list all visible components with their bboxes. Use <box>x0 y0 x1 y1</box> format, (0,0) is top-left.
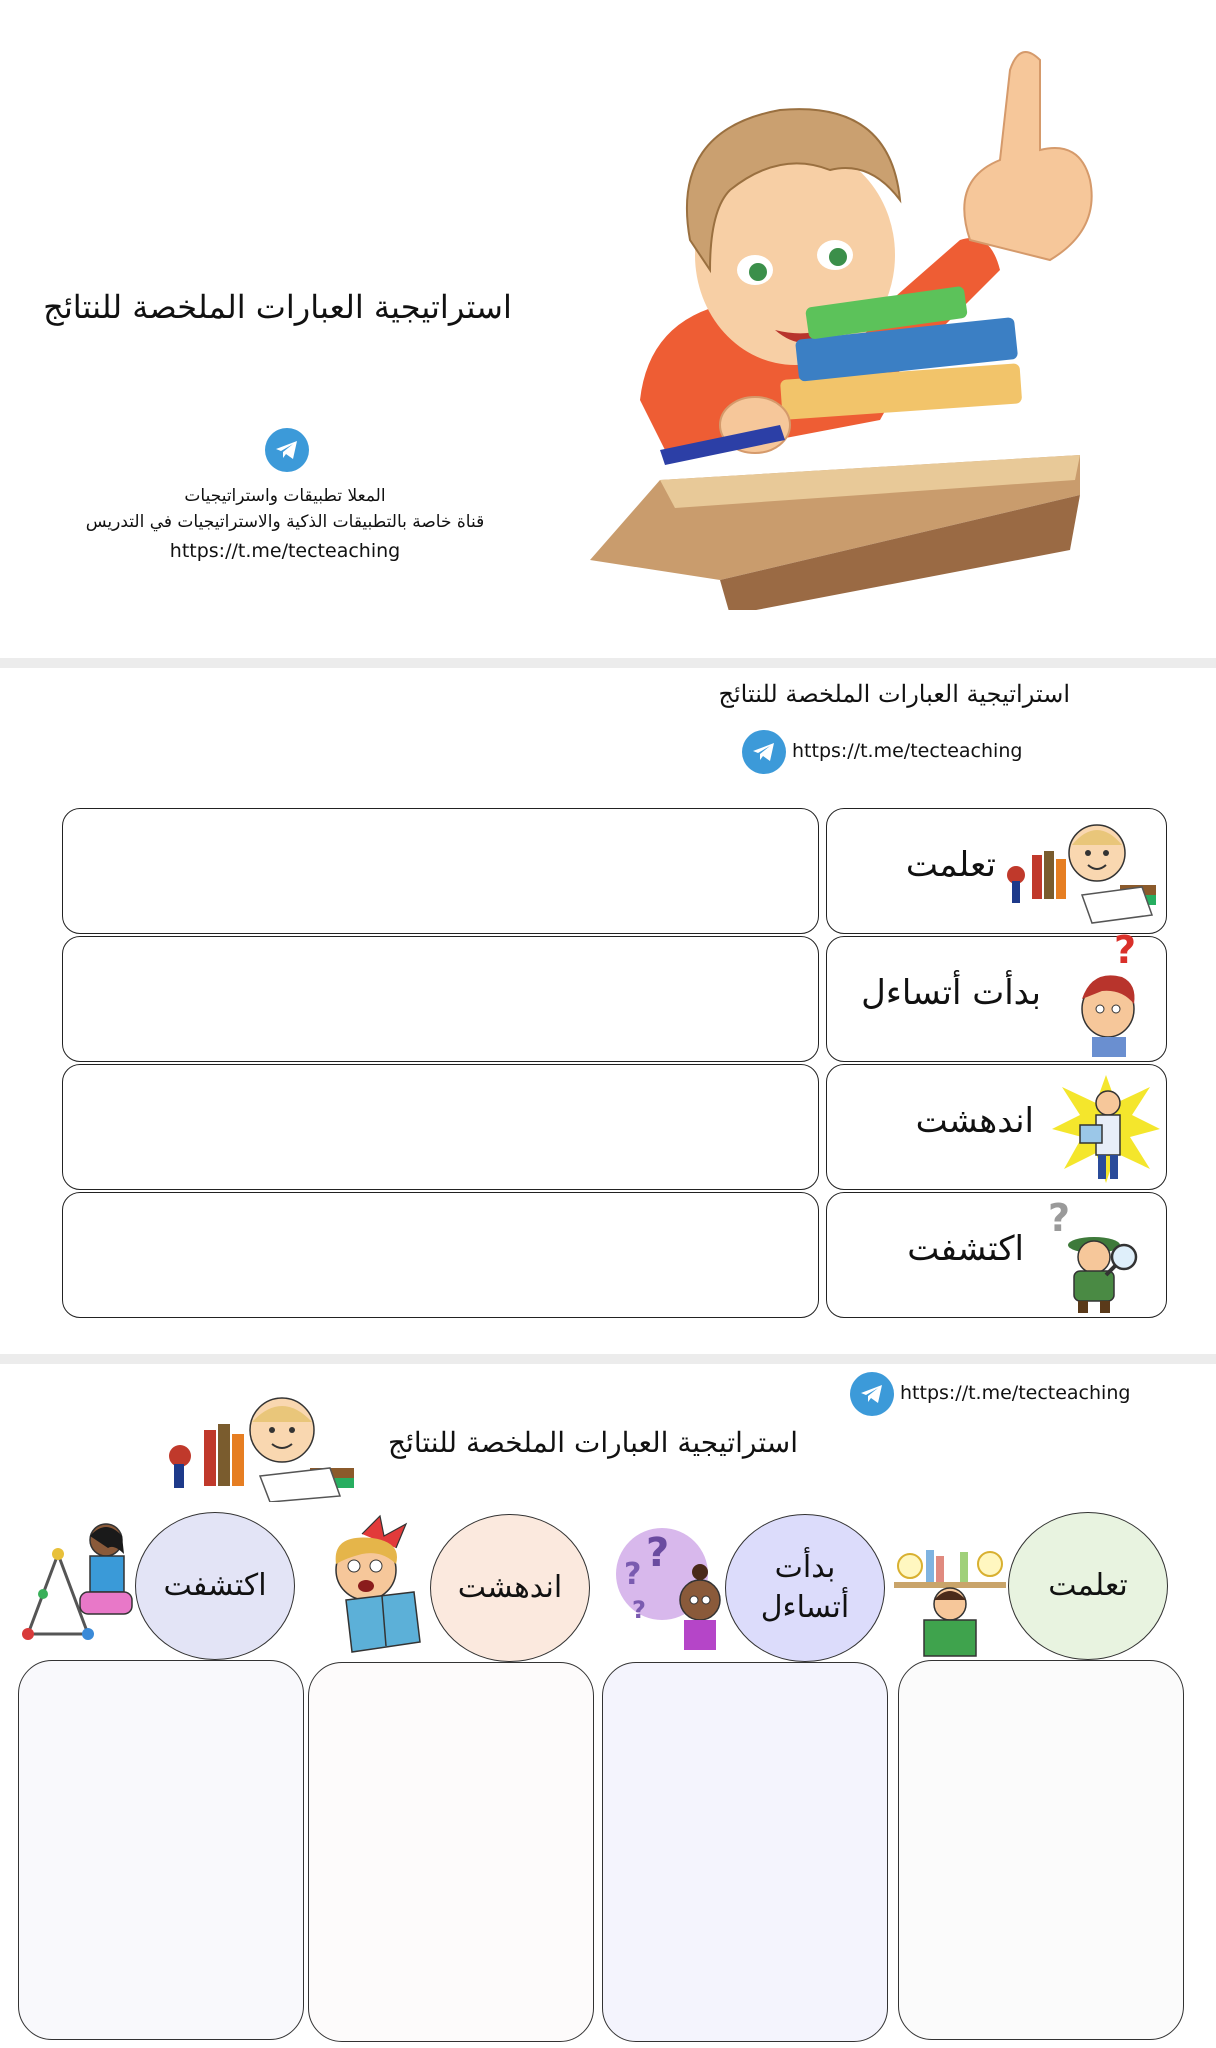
answer-box[interactable] <box>62 1064 819 1190</box>
sheet-link[interactable]: https://t.me/tecteaching <box>900 1382 1131 1404</box>
answer-box[interactable] <box>62 808 819 934</box>
channel-name: المعلا تطبيقات واستراتيجيات <box>184 486 386 506</box>
column-bubble <box>135 1512 295 1660</box>
columns-worksheet <box>0 1364 1216 2048</box>
column-label: تعلمت <box>1048 1568 1128 1603</box>
cover-title: استراتيجية العبارات الملخصة للنتائج <box>43 288 512 326</box>
row-label: اكتشفت <box>907 1229 1024 1269</box>
boy-raising-hand-icon <box>580 40 1140 610</box>
label-card <box>826 1064 1167 1190</box>
telegram-icon[interactable] <box>265 428 309 472</box>
telegram-icon[interactable] <box>742 730 786 774</box>
column-label: أتساءل <box>760 1590 850 1625</box>
girl-reading-book-icon <box>890 1542 1010 1660</box>
telegram-icon[interactable] <box>850 1372 894 1416</box>
row-label: بدأت أتساءل <box>861 973 1041 1013</box>
label-card <box>826 929 1167 1062</box>
shocked-kid-book-icon <box>322 1514 432 1658</box>
column-label: بدأت <box>774 1550 836 1585</box>
answer-column[interactable] <box>898 1660 1184 2040</box>
girl-building-icon <box>18 1514 138 1650</box>
sheet-link[interactable]: https://t.me/tecteaching <box>792 740 1023 762</box>
channel-description: قناة خاصة بالتطبيقات الذكية والاستراتيجيات في التدريس <box>85 512 485 532</box>
row-label: اندهشت <box>915 1101 1034 1141</box>
channel-link[interactable]: https://t.me/tecteaching <box>169 540 401 562</box>
answer-column[interactable] <box>308 1662 594 2042</box>
svg-text:?: ? <box>632 1596 646 1624</box>
svg-text:?: ? <box>1114 929 1137 972</box>
rows-worksheet <box>0 668 1216 1354</box>
answer-box[interactable] <box>62 1192 819 1318</box>
boy-with-books-icon <box>1002 815 1162 927</box>
girl-question-marks-icon <box>612 1514 732 1654</box>
column-label: اندهشت <box>457 1570 563 1605</box>
thinking-boy-question-icon <box>1072 929 1152 1059</box>
row-label: تعلمت <box>905 845 996 885</box>
svg-text:?: ? <box>624 1557 642 1592</box>
label-card <box>826 1192 1167 1318</box>
label-card <box>826 808 1167 934</box>
answer-column[interactable] <box>18 1660 304 2040</box>
sheet-title: استراتيجية العبارات الملخصة للنتائج <box>387 1426 799 1459</box>
cover-page <box>0 0 1216 658</box>
answer-box[interactable] <box>62 936 819 1062</box>
svg-text:?: ? <box>646 1530 670 1576</box>
svg-text:?: ? <box>1048 1196 1071 1240</box>
boy-with-books-icon <box>160 1390 360 1502</box>
answer-column[interactable] <box>602 1662 888 2042</box>
surprised-man-icon <box>1050 1073 1162 1185</box>
column-label: اكتشفت <box>163 1568 267 1603</box>
column-bubble <box>430 1514 590 1662</box>
sheet-title: استراتيجية العبارات الملخصة للنتائج <box>718 680 1070 708</box>
column-bubble <box>1008 1512 1168 1660</box>
detective-magnifier-icon <box>1042 1195 1142 1315</box>
column-bubble <box>725 1514 885 1662</box>
